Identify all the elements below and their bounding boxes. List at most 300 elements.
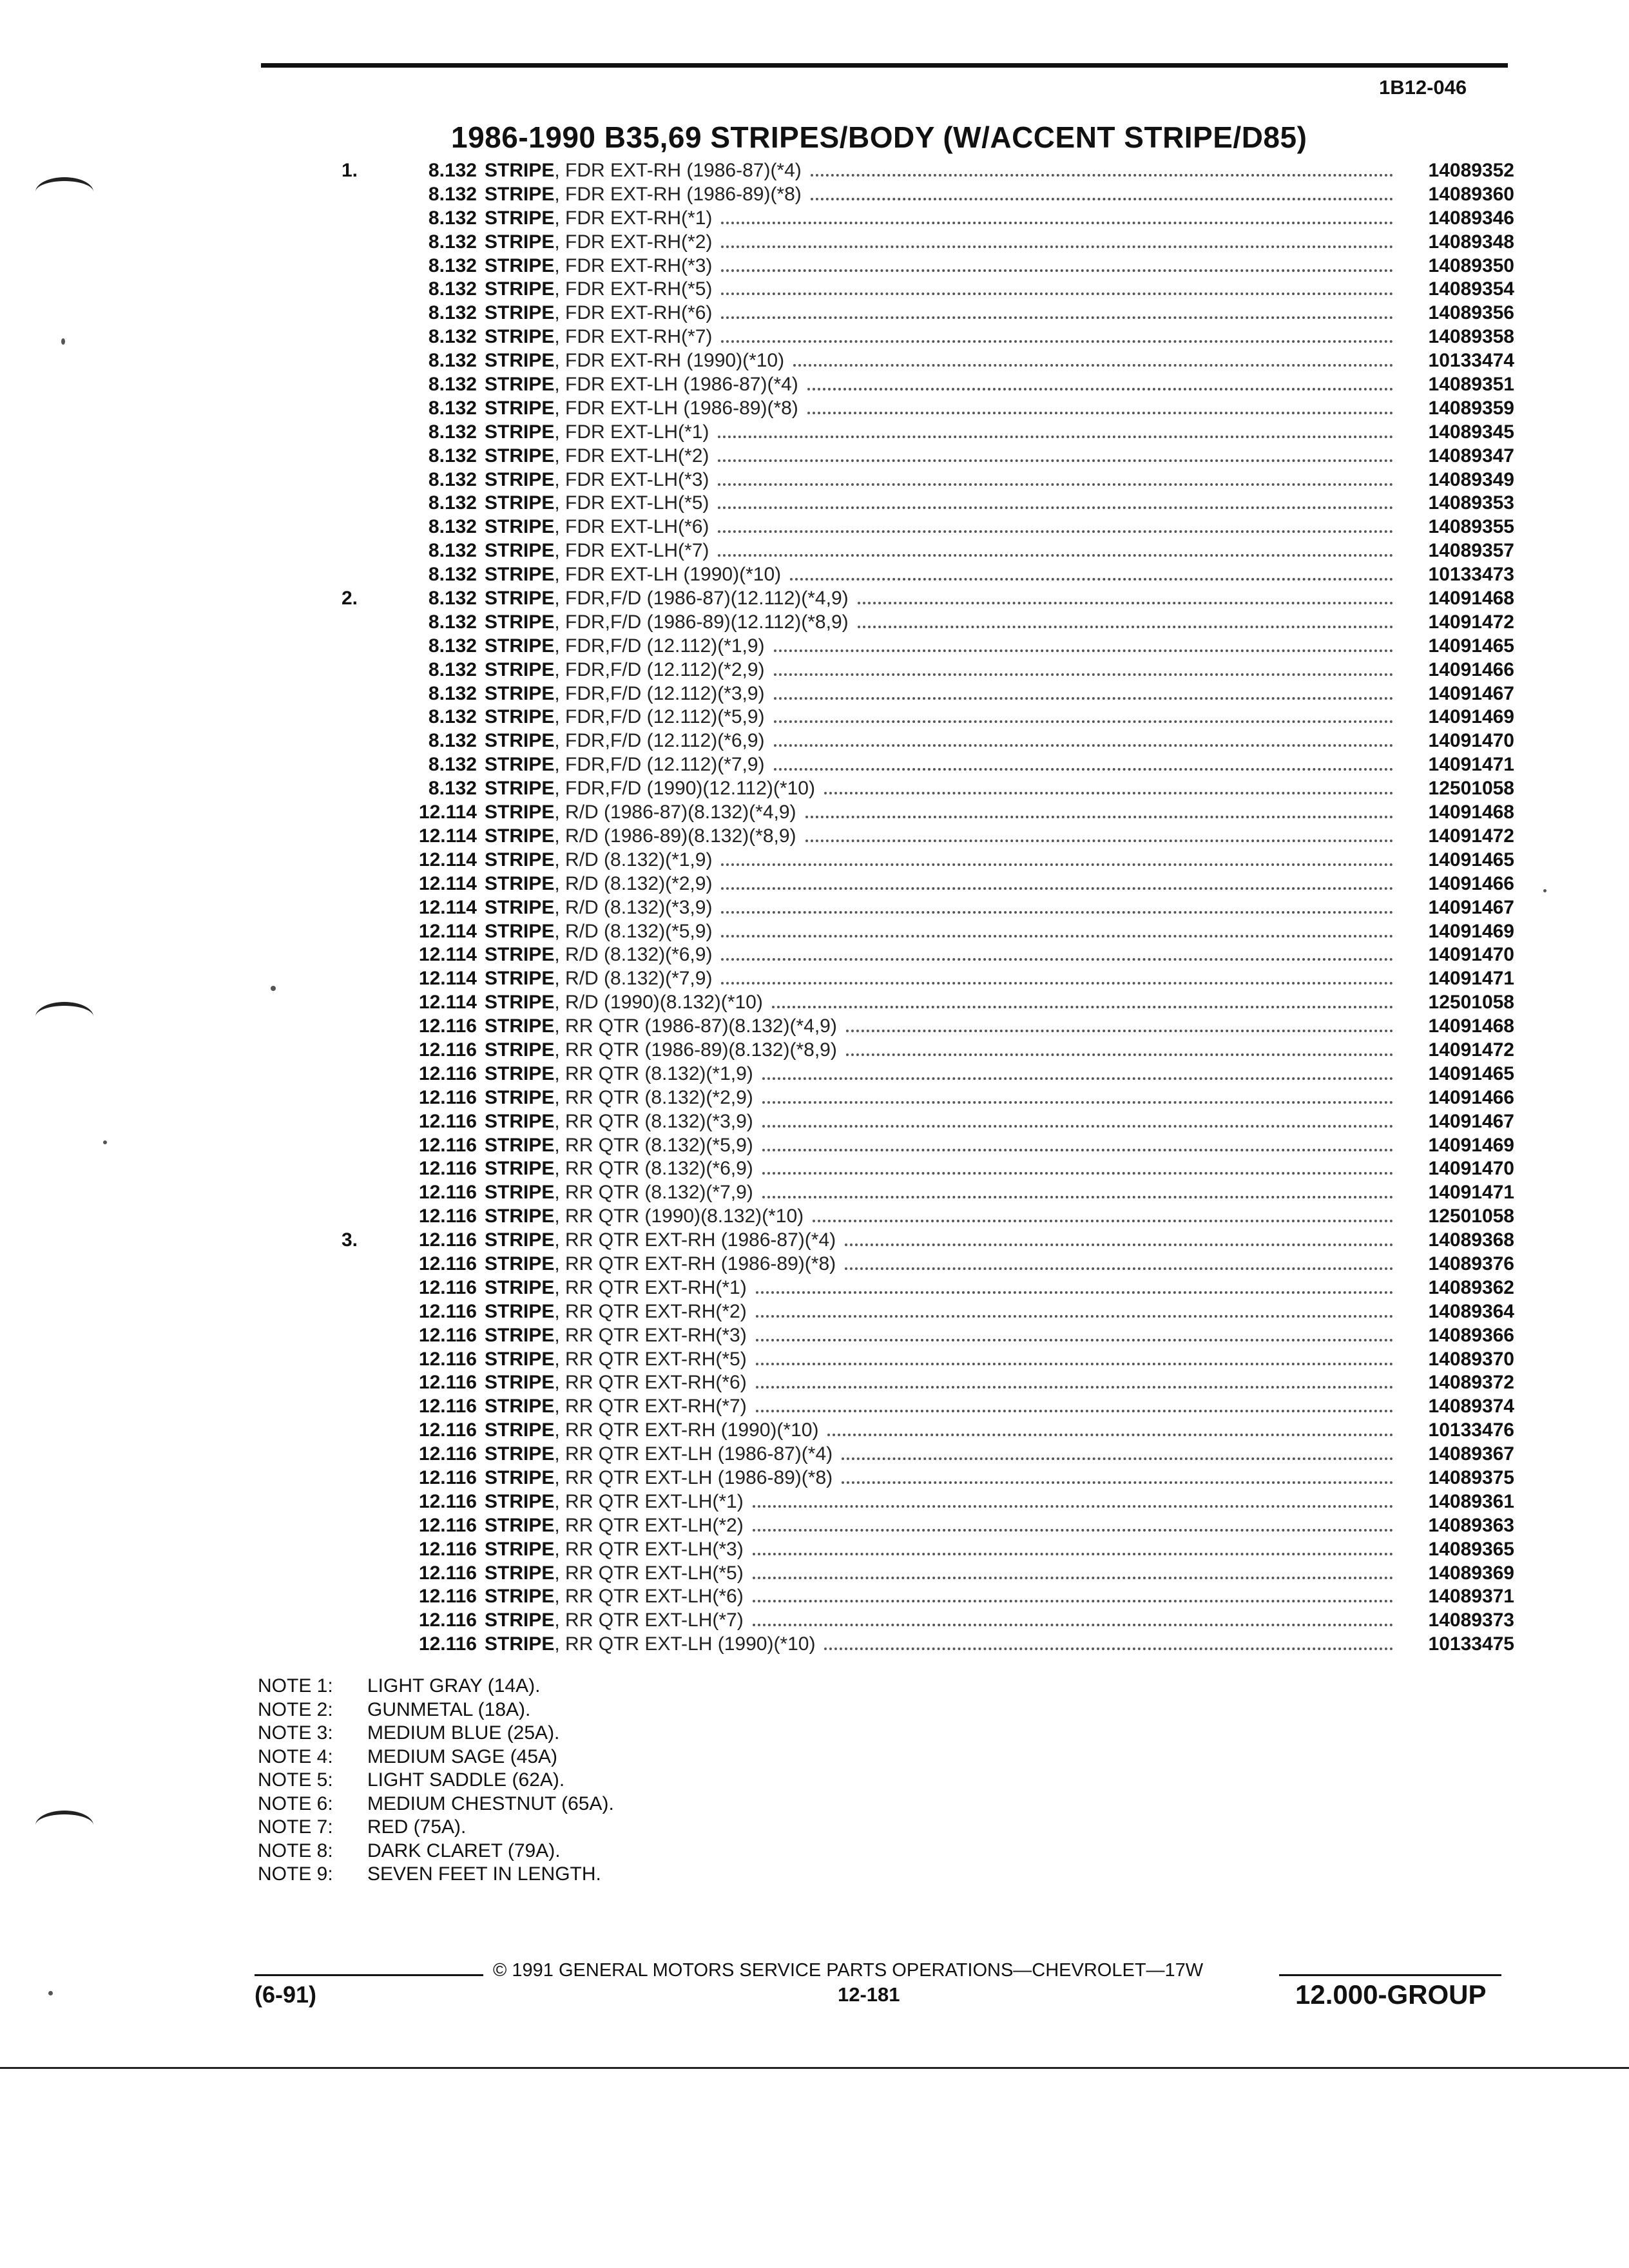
part-row: [342, 302, 1514, 326]
part-description: [485, 492, 709, 514]
part-number: 14091470: [1428, 730, 1514, 752]
part-row: [342, 1087, 1514, 1111]
dot-leader: [756, 1362, 1393, 1365]
group-number: 8.132: [428, 516, 477, 538]
part-description: [485, 326, 712, 348]
part-detail: , R/D (8.132)(*3,9): [554, 896, 713, 918]
part-detail: , R/D (1986-87)(8.132)(*4,9): [554, 802, 796, 823]
part-detail: , FDR EXT-RH(*6): [554, 302, 713, 324]
part-row: [342, 754, 1514, 778]
part-number: 12501058: [1428, 1206, 1514, 1227]
note-line: [258, 1793, 614, 1817]
part-detail: , FDR,F/D (12.112)(*7,9): [554, 754, 765, 776]
dot-leader: [718, 483, 1393, 486]
dot-leader: [858, 601, 1393, 604]
part-number: 14089355: [1428, 516, 1514, 538]
part-description: [485, 1111, 753, 1133]
part-detail: , FDR,F/D (12.112)(*2,9): [554, 658, 765, 680]
part-detail: , FDR,F/D (1990)(12.112)(*10): [554, 778, 815, 800]
part-number: 14089370: [1428, 1348, 1514, 1370]
group-number: 12.114: [418, 825, 477, 847]
dot-leader: [756, 1385, 1393, 1389]
part-keyword: STRIPE: [485, 1253, 555, 1274]
part-keyword: STRIPE: [485, 1086, 555, 1108]
part-number: 14091466: [1428, 1086, 1514, 1108]
part-description: [485, 516, 709, 538]
part-keyword: STRIPE: [485, 540, 555, 562]
part-number: 10133473: [1428, 564, 1514, 586]
part-keyword: STRIPE: [485, 1466, 555, 1488]
part-description: [485, 1349, 747, 1370]
part-number: 14091466: [1428, 658, 1514, 680]
part-row: [342, 588, 1514, 611]
dot-leader: [811, 197, 1393, 200]
dot-leader: [805, 839, 1393, 842]
part-description: [485, 1610, 744, 1631]
part-number: 14089364: [1428, 1300, 1514, 1322]
part-keyword: STRIPE: [485, 160, 555, 181]
dot-leader: [842, 1457, 1393, 1460]
part-number: 14089354: [1428, 278, 1514, 300]
part-row: [342, 1515, 1514, 1539]
part-number: 14089358: [1428, 326, 1514, 348]
part-detail: , R/D (8.132)(*1,9): [554, 849, 713, 870]
part-row: [342, 730, 1514, 754]
note-line: [258, 1816, 614, 1840]
part-keyword: STRIPE: [485, 849, 555, 870]
note-line: [258, 1840, 614, 1864]
part-number: 14091467: [1428, 896, 1514, 918]
part-detail: , FDR EXT-LH(*2): [554, 445, 709, 466]
part-detail: , FDR,F/D (1986-89)(12.112)(*8,9): [554, 611, 849, 633]
part-row: [342, 778, 1514, 802]
part-detail: , R/D (1986-89)(8.132)(*8,9): [554, 825, 796, 847]
group-number: 12.116: [418, 1419, 477, 1441]
note-text: LIGHT SADDLE (62A).: [367, 1769, 565, 1791]
part-detail: , RR QTR (8.132)(*5,9): [554, 1134, 753, 1156]
group-number: 12.116: [418, 1562, 477, 1584]
part-row: [342, 611, 1514, 635]
dot-leader: [807, 387, 1393, 390]
part-description: [485, 635, 765, 657]
part-description: [485, 1539, 744, 1561]
dot-leader: [762, 1195, 1393, 1198]
part-description: [485, 255, 712, 277]
group-number: 8.132: [428, 183, 477, 205]
dot-leader: [858, 625, 1393, 628]
part-keyword: STRIPE: [485, 968, 555, 990]
part-number: 14091469: [1428, 706, 1514, 728]
part-row: [342, 1586, 1514, 1610]
part-keyword: STRIPE: [485, 1490, 555, 1512]
part-number: 14089348: [1428, 231, 1514, 253]
binder-hole-mark: [35, 177, 93, 207]
page-code: 1B12-046: [1379, 76, 1467, 99]
part-row: [342, 1039, 1514, 1063]
note-text: MEDIUM SAGE (45A): [367, 1745, 558, 1767]
part-keyword: STRIPE: [485, 468, 555, 490]
part-number: 14091471: [1428, 1182, 1514, 1204]
dot-leader: [721, 863, 1393, 866]
part-row: [342, 1443, 1514, 1467]
dot-leader: [774, 649, 1393, 652]
group-number: 8.132: [428, 468, 477, 490]
part-number: 14091468: [1428, 588, 1514, 610]
dot-leader: [721, 269, 1393, 272]
part-keyword: STRIPE: [485, 1324, 555, 1346]
part-description: [485, 1419, 818, 1441]
binder-hole-mark: [35, 1811, 93, 1840]
note-line: [258, 1722, 614, 1746]
dot-leader: [807, 411, 1393, 414]
part-number: 14089360: [1428, 183, 1514, 205]
dot-leader: [805, 815, 1393, 818]
part-description: [485, 302, 712, 324]
part-detail: , FDR EXT-LH (1986-89)(*8): [554, 397, 798, 419]
part-row: [342, 1158, 1514, 1182]
note-label: NOTE 9:: [258, 1863, 333, 1885]
part-row: [342, 1063, 1514, 1087]
group-number: 8.132: [428, 397, 477, 419]
part-number: 14089349: [1428, 468, 1514, 490]
part-keyword: STRIPE: [485, 802, 555, 823]
part-row: [342, 1396, 1514, 1419]
part-detail: , RR QTR (1986-87)(8.132)(*4,9): [554, 1015, 837, 1037]
part-description: [485, 611, 849, 633]
part-number: 14091468: [1428, 802, 1514, 823]
group-number: 8.132: [428, 326, 477, 348]
group-number: 8.132: [428, 588, 477, 610]
group-number: 8.132: [428, 658, 477, 680]
group-number: 12.116: [418, 1466, 477, 1488]
part-number: 14089365: [1428, 1538, 1514, 1560]
part-detail: , FDR EXT-LH(*5): [554, 492, 709, 514]
note-label: NOTE 4:: [258, 1745, 333, 1767]
group-number: 12.116: [418, 1276, 477, 1298]
dot-leader: [762, 1124, 1393, 1128]
part-row: [342, 706, 1514, 730]
dot-leader: [753, 1552, 1393, 1555]
note-line: [258, 1863, 614, 1887]
dot-leader: [813, 1219, 1393, 1222]
dot-leader: [753, 1599, 1393, 1602]
part-description: [485, 1491, 744, 1513]
part-number: 14089373: [1428, 1610, 1514, 1631]
dot-leader: [721, 221, 1393, 224]
part-number: 14089375: [1428, 1466, 1514, 1488]
part-keyword: STRIPE: [485, 1110, 555, 1132]
part-description: [485, 1229, 836, 1251]
part-row: [342, 825, 1514, 849]
part-detail: , R/D (8.132)(*2,9): [554, 872, 713, 894]
part-number: 14091471: [1428, 968, 1514, 990]
dot-leader: [824, 1647, 1393, 1650]
part-row: [342, 160, 1514, 184]
part-keyword: STRIPE: [485, 1443, 555, 1465]
part-detail: , RR QTR (8.132)(*6,9): [554, 1158, 753, 1180]
part-description: [485, 421, 709, 443]
part-detail: , RR QTR EXT-RH (1990)(*10): [554, 1419, 819, 1441]
part-keyword: STRIPE: [485, 1276, 555, 1298]
part-keyword: STRIPE: [485, 682, 555, 704]
group-number: 12.116: [418, 1039, 477, 1061]
part-number: 14089372: [1428, 1372, 1514, 1394]
top-rule: [261, 63, 1508, 68]
part-keyword: STRIPE: [485, 1300, 555, 1322]
part-row: [342, 350, 1514, 374]
group-number: 12.116: [418, 1372, 477, 1394]
part-keyword: STRIPE: [485, 1610, 555, 1631]
part-detail: , FDR EXT-RH (1990)(*10): [554, 350, 785, 372]
part-description: [485, 968, 712, 990]
part-keyword: STRIPE: [485, 255, 555, 276]
part-keyword: STRIPE: [485, 183, 555, 205]
part-keyword: STRIPE: [485, 374, 555, 396]
dot-leader: [756, 1291, 1393, 1294]
group-number: 8.132: [428, 778, 477, 800]
part-detail: , FDR EXT-RH(*5): [554, 278, 713, 300]
group-number: 8.132: [428, 445, 477, 466]
part-number: 14089350: [1428, 255, 1514, 276]
note-label: NOTE 5:: [258, 1769, 333, 1791]
part-description: [485, 1562, 744, 1584]
dot-leader: [721, 292, 1393, 295]
part-keyword: STRIPE: [485, 1206, 555, 1227]
note-text: MEDIUM BLUE (25A).: [367, 1722, 560, 1744]
part-keyword: STRIPE: [485, 278, 555, 300]
group-number: 8.132: [428, 492, 477, 514]
part-detail: , FDR EXT-LH (1986-87)(*4): [554, 374, 798, 396]
dot-leader: [774, 720, 1393, 723]
part-row: [342, 398, 1514, 421]
group-number: 12.116: [418, 1443, 477, 1465]
part-number: 14089359: [1428, 397, 1514, 419]
part-number: 14089368: [1428, 1229, 1514, 1251]
part-row: [342, 1135, 1514, 1158]
dot-leader: [827, 1433, 1393, 1436]
dot-leader: [762, 1077, 1393, 1080]
part-row: [342, 1111, 1514, 1135]
group-number: 8.132: [428, 682, 477, 704]
dot-leader: [756, 1314, 1393, 1318]
part-keyword: STRIPE: [485, 421, 555, 443]
dot-leader: [846, 1029, 1393, 1032]
dot-leader: [721, 981, 1393, 985]
part-description: [485, 1063, 753, 1085]
note-line: [258, 1675, 614, 1699]
part-description: [485, 825, 796, 847]
group-number: 8.132: [428, 255, 477, 276]
part-row: [342, 1253, 1514, 1277]
part-keyword: STRIPE: [485, 1562, 555, 1584]
dot-leader: [762, 1148, 1393, 1151]
part-description: [485, 231, 712, 253]
group-number: 12.116: [418, 1229, 477, 1251]
dot-leader: [718, 435, 1393, 438]
part-detail: , FDR EXT-RH(*3): [554, 255, 713, 276]
part-description: [485, 992, 763, 1014]
dot-leader: [845, 1243, 1393, 1246]
part-detail: , FDR EXT-RH(*7): [554, 326, 713, 348]
part-detail: , FDR EXT-LH(*1): [554, 421, 709, 443]
group-number: 12.116: [418, 1253, 477, 1274]
part-number: 10133476: [1428, 1419, 1514, 1441]
part-detail: , RR QTR EXT-RH (1986-87)(*4): [554, 1229, 836, 1251]
part-detail: , RR QTR EXT-LH(*3): [554, 1538, 744, 1560]
dot-leader: [772, 1005, 1393, 1008]
group-number: 8.132: [428, 374, 477, 396]
note-label: NOTE 3:: [258, 1722, 333, 1744]
part-row: [342, 540, 1514, 564]
part-number: 14091467: [1428, 682, 1514, 704]
group-number: 12.116: [418, 1514, 477, 1536]
group-number: 8.132: [428, 611, 477, 633]
group-number: 12.116: [418, 1324, 477, 1346]
part-keyword: STRIPE: [485, 445, 555, 466]
part-detail: , RR QTR EXT-LH (1986-89)(*8): [554, 1466, 833, 1488]
group-number: 8.132: [428, 350, 477, 372]
part-number: 12501058: [1428, 778, 1514, 800]
part-row: [342, 326, 1514, 350]
part-number: 14089366: [1428, 1324, 1514, 1346]
part-description: [485, 1586, 744, 1608]
part-description: [485, 1467, 833, 1489]
part-number: 14091469: [1428, 920, 1514, 942]
part-keyword: STRIPE: [485, 516, 555, 538]
group-number: 12.116: [418, 1396, 477, 1418]
dot-leader: [721, 934, 1393, 937]
group-code: 12.000-GROUP: [1295, 1979, 1487, 2010]
part-detail: , RR QTR EXT-RH(*6): [554, 1372, 747, 1394]
part-description: [485, 1015, 837, 1037]
part-keyword: STRIPE: [485, 611, 555, 633]
part-keyword: STRIPE: [485, 825, 555, 847]
part-detail: , FDR,F/D (12.112)(*3,9): [554, 682, 765, 704]
scan-speck: [48, 1991, 53, 1995]
part-keyword: STRIPE: [485, 944, 555, 966]
dot-leader: [721, 887, 1393, 890]
part-row: [342, 849, 1514, 873]
dot-leader: [845, 1267, 1393, 1270]
part-row: [342, 683, 1514, 707]
part-row: [342, 1467, 1514, 1491]
part-description: [485, 1443, 833, 1465]
part-description: [485, 1277, 747, 1299]
page-title: 1986-1990 B35,69 STRIPES/BODY (W/ACCENT STRIPE/D85): [451, 120, 1307, 154]
part-row: [342, 635, 1514, 659]
part-number: 14089353: [1428, 492, 1514, 514]
part-detail: , RR QTR EXT-LH (1986-87)(*4): [554, 1443, 833, 1465]
scan-speck: [103, 1140, 107, 1144]
binder-hole-mark: [35, 1002, 93, 1032]
dot-leader: [762, 1100, 1393, 1104]
scan-speck: [61, 338, 65, 345]
part-detail: , FDR EXT-LH(*6): [554, 516, 709, 538]
part-keyword: STRIPE: [485, 992, 555, 1014]
part-detail: , FDR,F/D (12.112)(*6,9): [554, 730, 765, 752]
copyright: © 1991 GENERAL MOTORS SERVICE PARTS OPERATIONS—CHEVROLET—17W: [493, 1960, 1204, 1981]
group-number: 12.116: [418, 1110, 477, 1132]
part-keyword: STRIPE: [485, 1538, 555, 1560]
part-number: 14091468: [1428, 1015, 1514, 1037]
part-description: [485, 1372, 747, 1394]
part-detail: , R/D (1990)(8.132)(*10): [554, 992, 763, 1014]
part-description: [485, 1253, 836, 1275]
group-number: 8.132: [428, 421, 477, 443]
part-number: 14089363: [1428, 1514, 1514, 1536]
part-number: 10133474: [1428, 350, 1514, 372]
part-description: [485, 1301, 747, 1323]
group-number: 12.116: [418, 1586, 477, 1608]
dot-leader: [790, 577, 1393, 581]
part-number: 14089371: [1428, 1586, 1514, 1608]
part-description: [485, 374, 798, 396]
part-description: [485, 921, 712, 943]
part-row: [342, 564, 1514, 588]
dot-leader: [774, 673, 1393, 676]
part-row: [342, 207, 1514, 231]
part-keyword: STRIPE: [485, 1586, 555, 1608]
part-detail: , RR QTR (1990)(8.132)(*10): [554, 1206, 804, 1227]
group-number: 12.116: [418, 1182, 477, 1204]
part-row: [342, 1015, 1514, 1039]
part-detail: , RR QTR EXT-LH(*6): [554, 1586, 744, 1608]
dot-leader: [756, 1338, 1393, 1341]
part-keyword: STRIPE: [485, 1134, 555, 1156]
part-row: [342, 516, 1514, 540]
part-row: [342, 445, 1514, 469]
part-description: [485, 160, 802, 182]
part-number: 14089347: [1428, 445, 1514, 466]
part-description: [485, 1158, 753, 1180]
group-number: 12.114: [418, 802, 477, 823]
part-row: [342, 1539, 1514, 1562]
dot-leader: [774, 744, 1393, 747]
part-number: 14089367: [1428, 1443, 1514, 1465]
part-row: [342, 1277, 1514, 1301]
group-number: 12.114: [418, 872, 477, 894]
dot-leader: [718, 553, 1393, 557]
part-number: 14091472: [1428, 1039, 1514, 1061]
part-description: [485, 1206, 804, 1227]
group-number: 12.114: [418, 920, 477, 942]
note-label: NOTE 1:: [258, 1675, 333, 1696]
part-description: [485, 873, 712, 895]
group-number: 8.132: [428, 754, 477, 776]
part-detail: , RR QTR (8.132)(*2,9): [554, 1086, 753, 1108]
part-keyword: STRIPE: [485, 730, 555, 752]
note-text: LIGHT GRAY (14A).: [367, 1675, 541, 1696]
part-description: [485, 1135, 753, 1157]
part-number: 14089356: [1428, 302, 1514, 324]
group-number: 8.132: [428, 540, 477, 562]
note-text: DARK CLARET (79A).: [367, 1840, 561, 1861]
note-text: MEDIUM CHESTNUT (65A).: [367, 1792, 614, 1814]
part-description: [485, 184, 802, 206]
part-row: [342, 469, 1514, 493]
part-keyword: STRIPE: [485, 1396, 555, 1418]
part-description: [485, 730, 765, 752]
note-line: [258, 1769, 614, 1793]
dot-leader: [718, 530, 1393, 533]
date-code: (6-91): [255, 1981, 317, 2008]
group-number: 12.116: [418, 1490, 477, 1512]
group-number: 12.116: [418, 1538, 477, 1560]
part-description: [485, 1325, 747, 1347]
part-description: [485, 445, 709, 467]
part-row: [342, 492, 1514, 516]
part-number: 14089346: [1428, 207, 1514, 229]
